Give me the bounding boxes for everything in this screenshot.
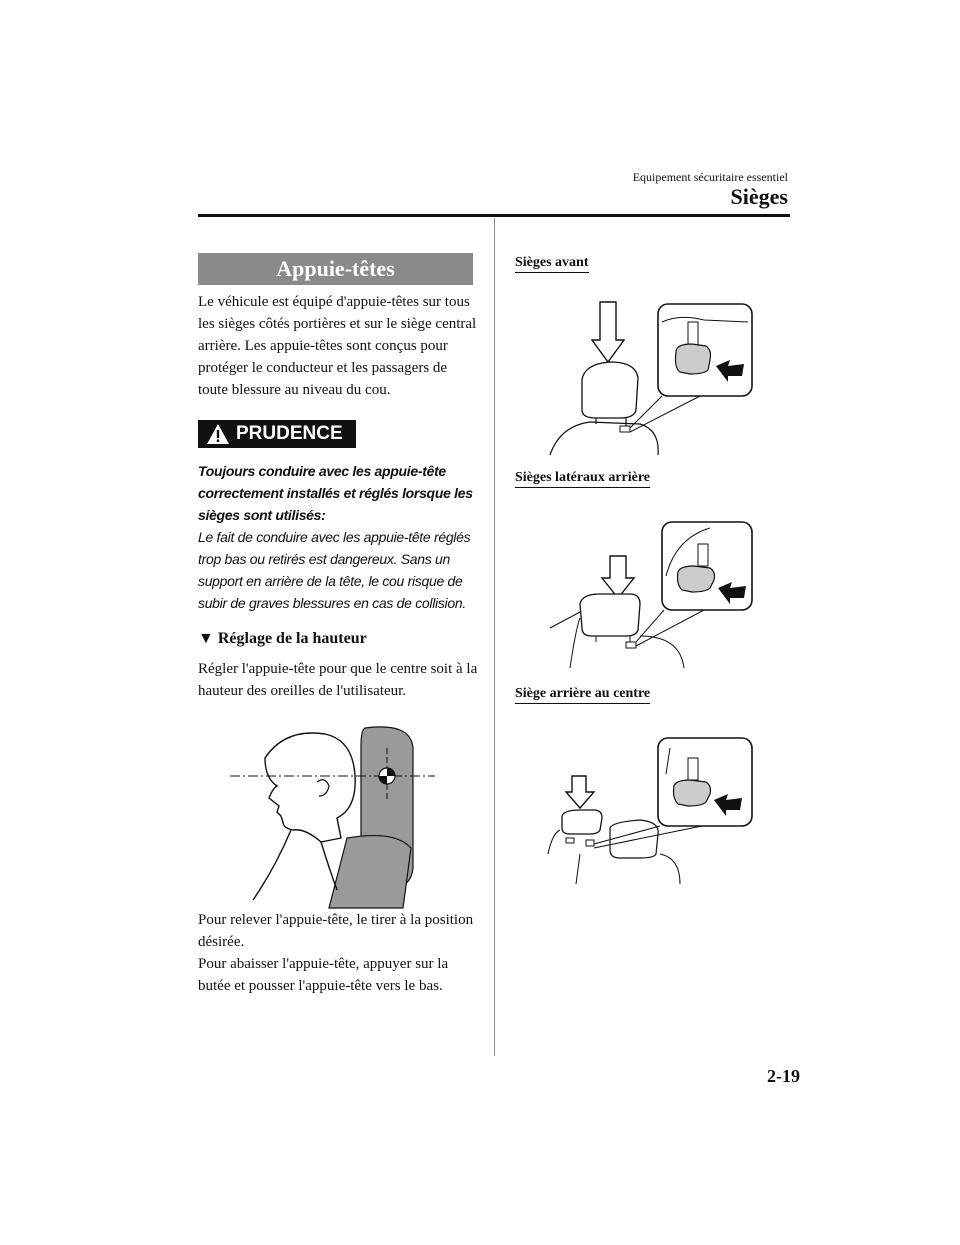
rear-center-headrest-illustration xyxy=(540,734,780,894)
warning-icon xyxy=(206,423,230,445)
chapter-title: Sièges xyxy=(730,184,788,209)
caution-label: PRUDENCE xyxy=(236,423,343,444)
adjust-instruction: Régler l'appuie-tête pour que le centre soit à la hauteur des oreilles de l'utilisateur. xyxy=(198,661,478,699)
subsection-heading xyxy=(198,630,367,648)
header-divider xyxy=(198,214,790,217)
figure-label-rear-side: Sièges latéraux arrière xyxy=(515,470,650,488)
intro-paragraph: Le véhicule est équipé d'appuie-têtes sur tous les sièges côtés portières et sur le siège central arrière. Les appuie-têtes sont conçus pour protéger le conducteur et les passagers de toute blessure au niveau du cou. xyxy=(198,294,477,398)
caution-bold-text: Toujours conduire avec les appuie-tête correctement installés et réglés lorsque les sièges sont utilisés: xyxy=(198,463,473,523)
caution-badge xyxy=(198,420,356,448)
column-divider xyxy=(494,218,495,1056)
page-number: 2-19 xyxy=(767,1066,800,1086)
caution-body-text: Le fait de conduire avec les appuie-tête réglés trop bas ou retirés est dangereux. Sans un support en arrière de la tête, le cou risque de subir de graves blessures en cas de collision. xyxy=(198,529,471,611)
section-title: Appuie-têtes xyxy=(198,253,473,285)
front-seat-headrest-illustration xyxy=(540,300,780,470)
raise-lower-instructions: Pour relever l'appuie-tête, le tirer à la position désirée. Pour abaisser l'appuie-tête, appuyer sur la butée et pousser l'appuie-tête vers le bas. xyxy=(198,912,474,994)
chapter-subtitle: Equipement sécuritaire essentiel xyxy=(632,170,788,184)
rear-side-headrest-illustration xyxy=(540,518,780,678)
caution-text xyxy=(198,460,480,614)
figure-label-rear-center: Siège arrière au centre xyxy=(515,686,650,704)
figure-label-front: Sièges avant xyxy=(515,255,589,273)
subsection-heading-text: Réglage de la hauteur xyxy=(217,630,367,647)
triangle-down-icon: ▼ xyxy=(198,630,214,647)
head-position-illustration xyxy=(225,718,455,908)
